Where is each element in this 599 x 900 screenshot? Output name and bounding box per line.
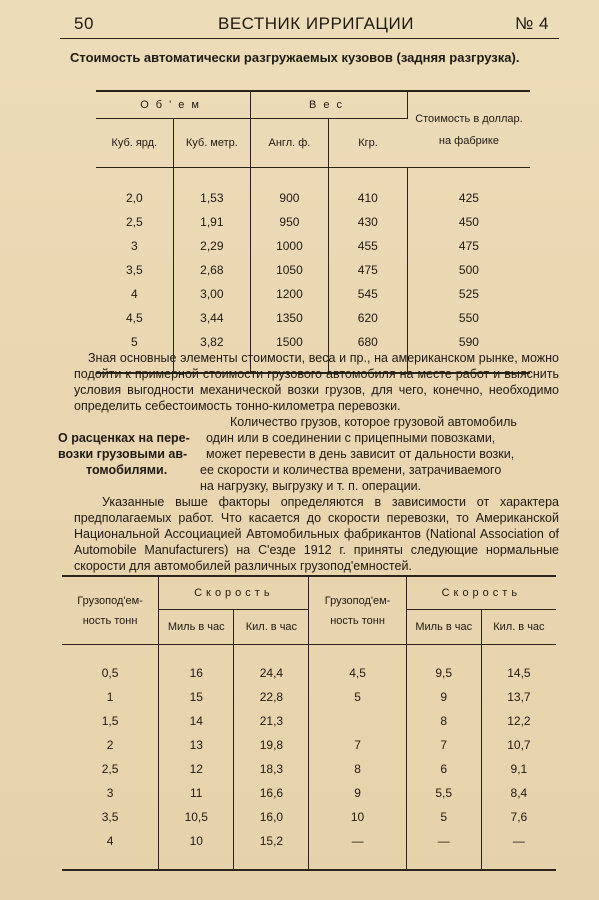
table-cell: 3,00 (173, 282, 251, 306)
table-cell: 8 (309, 757, 406, 781)
table-cell: 455 (328, 234, 407, 258)
table-cell: 475 (458, 239, 479, 253)
table-cell: 6 (406, 757, 481, 781)
capacity-header-right (309, 576, 406, 645)
table-cell: 475 (328, 258, 407, 282)
table-cell: 3,44 (173, 306, 251, 330)
col-english-pounds: Англ. ф. (251, 119, 329, 168)
table-cell: 24,4 (234, 661, 309, 685)
paragraph-speeds: Указанные выше факторы определяются в зависимости от характера предполагаемых работ. Что касается до скорости перевозки, то Американской Национальной Ассоциацией Автомобильных фабрикантов (National Association of Automobile Manufacturers) на С'езде 1912 г. приняты следующие нормальные скорости для автомобилей различных грузопод'емностей. (74, 495, 559, 573)
table-cell: 19,8 (234, 733, 309, 757)
table-cell: 1200 (251, 282, 329, 306)
table-row (62, 757, 556, 781)
table-cell: 9 (309, 781, 406, 805)
capacity-header-left (62, 576, 159, 645)
sidenote-line-3: томобилями. (86, 463, 168, 477)
table-cell: 680 (328, 330, 407, 354)
sidenote-line-2: возки грузовыми ав- (58, 447, 188, 461)
table-cell: 5 (406, 805, 481, 829)
table-cell: 4,5 (96, 306, 173, 330)
table-cell: 900 (251, 186, 329, 210)
paragraph-2-line-3: может перевести в день зависит от дальности возки, (206, 447, 515, 461)
cost-header: Стоимость в доллар. на фабрике (407, 91, 530, 168)
table-cell: 3,82 (173, 330, 251, 354)
table-cell: 12,2 (507, 714, 531, 728)
table-cell: 21,3 (234, 709, 309, 733)
table-cell: 2,0 (96, 186, 173, 210)
table-cell: 3 (62, 781, 159, 805)
capacity-header-right-line-2: ность тонн (330, 614, 385, 627)
table-cell: 2,68 (173, 258, 251, 282)
table-cell: 3 (96, 234, 173, 258)
table-cell: 5,5 (406, 781, 481, 805)
table-cell: 16,0 (234, 805, 309, 829)
speed-header-left: Скорость (159, 576, 309, 610)
table-cell: 950 (251, 210, 329, 234)
table-cell: 410 (328, 186, 407, 210)
table-cell: 13,7 (507, 690, 531, 704)
miles-header-left: Миль в час (159, 610, 234, 645)
table-cell: 14,5 (507, 666, 531, 680)
capacity-header-left-line-2: ность тонн (82, 614, 138, 627)
table-cell: 545 (328, 282, 407, 306)
sidenote-line-1: О расценках на пере- (58, 431, 190, 445)
table-cell: 1 (62, 685, 159, 709)
table-cell: 1500 (251, 330, 329, 354)
table-cell: 13 (159, 733, 234, 757)
table-cell: 425 (458, 191, 479, 205)
table-row (96, 306, 530, 330)
table-cell: 9 (406, 685, 481, 709)
table-row (96, 258, 530, 282)
table-cell: 7 (406, 733, 481, 757)
table-cell: 9,1 (510, 762, 528, 776)
table-cell: — (309, 829, 406, 853)
table-cell: 590 (458, 335, 479, 349)
table-cell: 3,5 (96, 258, 173, 282)
table-cell: 620 (328, 306, 407, 330)
table-cell: 22,8 (234, 685, 309, 709)
truck-speed-table (62, 575, 556, 871)
table-cell: 8 (406, 709, 481, 733)
speed-header-right: Скорость (406, 576, 556, 610)
table-cell: 2,29 (173, 234, 251, 258)
table-row (96, 186, 530, 210)
table-cell: 2,5 (62, 757, 159, 781)
table-cell: 1,53 (173, 186, 251, 210)
page-number: 50 (74, 14, 94, 33)
table-cell: 15,2 (234, 829, 309, 853)
capacity-header-left-line-1: Грузопод'ем- (77, 594, 143, 607)
table-cell: — (406, 829, 481, 853)
table-cell: 8,4 (510, 786, 528, 800)
table-row (62, 733, 556, 757)
journal-title: ВЕСТНИК ИРРИГАЦИИ (218, 14, 414, 33)
table-cell: 1,5 (62, 709, 159, 733)
table-row (96, 282, 530, 306)
table-cell: 18,3 (234, 757, 309, 781)
volume-group-header: Об'ем (96, 91, 251, 119)
table-row (96, 210, 530, 234)
table-row (62, 781, 556, 805)
table-row (96, 234, 530, 258)
table-cell: 4 (62, 829, 159, 853)
table-cell: 500 (458, 263, 479, 277)
table-row (62, 709, 556, 733)
table-row (62, 661, 556, 685)
table-cell: 1350 (251, 306, 329, 330)
table-row (62, 829, 556, 853)
page-header (60, 10, 559, 39)
table-cell: 2 (62, 733, 159, 757)
col-cubic-yards: Куб. ярд. (96, 119, 173, 168)
km-header-left: Кил. в час (234, 610, 309, 645)
table-cell: 4 (96, 282, 173, 306)
table-cell: 10,5 (159, 805, 234, 829)
paragraph-2-line-5: на нагрузку, выгрузку и т. п. операции. (200, 479, 422, 493)
table-cell: 15 (159, 685, 234, 709)
body-cost-table (96, 90, 530, 374)
table-cell: 5 (309, 685, 406, 709)
col-cubic-meters: Куб. метр. (173, 119, 251, 168)
table-cell: 5 (96, 330, 173, 354)
table-cell: 14 (159, 709, 234, 733)
table-cell: 10 (159, 829, 234, 853)
table-cell: 16 (159, 661, 234, 685)
paragraph-intro: Зная основные элементы стоимости, веса и пр., на американском рынке, можно подойти к примерной стоимости грузового автомобиля на месте работ и выяснить условия выгодности механической возки грузов, для чего, конечно, необходимо определить себестоимость тонно-километра перевозки. (74, 351, 559, 413)
table-cell: 2,5 (96, 210, 173, 234)
table-cell: 0,5 (62, 661, 159, 685)
table-cell: 7 (309, 733, 406, 757)
table-row (62, 685, 556, 709)
table-cell: 430 (328, 210, 407, 234)
table-cell: 12 (159, 757, 234, 781)
table-cell: 10,7 (507, 738, 531, 752)
table-cell: — (512, 834, 525, 848)
table-row (62, 805, 556, 829)
miles-header-right: Миль в час (406, 610, 481, 645)
paragraph-2-line-1: Количество грузов, которое грузовой автомобиль (230, 415, 517, 429)
table-cell (309, 709, 406, 733)
table-cell: 1,91 (173, 210, 251, 234)
table1-title: Стоимость автоматически разгружаемых кузовов (задняя разгрузка). (70, 50, 520, 65)
col-kilograms: Кгр. (328, 119, 407, 168)
table-cell: 525 (458, 287, 479, 301)
capacity-header-right-line-1: Грузопод'ем- (324, 594, 391, 607)
table-cell: 4,5 (309, 661, 406, 685)
issue-number: № 4 (515, 14, 549, 33)
paragraph-2-line-2: один или в соединении с прицепными повозками, (206, 431, 496, 445)
table-cell: 3,5 (62, 805, 159, 829)
km-header-right: Кил. в час (481, 610, 556, 645)
table-cell: 16,6 (234, 781, 309, 805)
table-cell: 1000 (251, 234, 329, 258)
table-cell: 7,6 (510, 810, 528, 824)
table-cell: 9,5 (406, 661, 481, 685)
paragraph-2-line-4: ее скорости и количества времени, затрачиваемого (200, 463, 502, 477)
table-cell: 10 (309, 805, 406, 829)
table-cell: 550 (458, 311, 479, 325)
weight-group-header: Вес (251, 91, 408, 119)
table-cell: 450 (458, 215, 479, 229)
table-cell: 11 (159, 781, 234, 805)
table-cell: 1050 (251, 258, 329, 282)
